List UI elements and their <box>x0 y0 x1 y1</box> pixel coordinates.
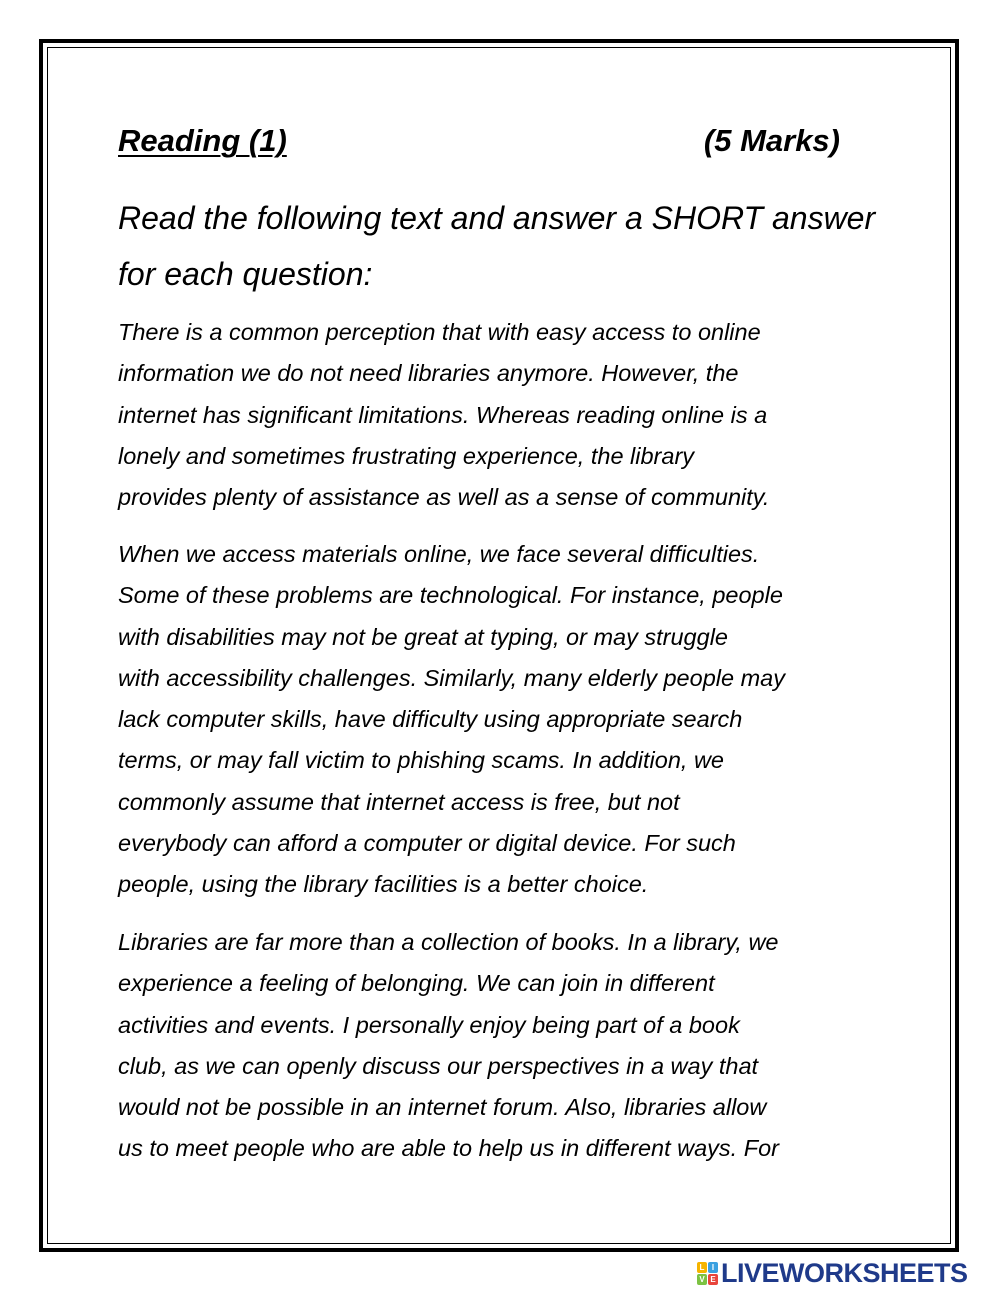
passage-paragraph-1 <box>118 312 908 518</box>
passage-paragraph-2 <box>118 534 908 906</box>
passage-line: us to meet people who are able to help us in different ways. For <box>118 1135 779 1162</box>
logo-tile: E <box>708 1274 718 1285</box>
heading-marks: (5 Marks) <box>703 123 840 158</box>
passage-line: with disabilities may not be great at typing, or may struggle <box>118 623 728 650</box>
passage-line: Libraries are far more than a collection of books. In a library, we <box>118 929 779 955</box>
heading-title: Reading (1) <box>118 123 287 158</box>
passage-line: activities and events. I personally enjoy being part of a book <box>118 1011 740 1038</box>
passage-line: lonely and sometimes frustrating experience, the library <box>118 442 695 469</box>
passage-line: with accessibility challenges. Similarly, many elderly people may <box>118 664 785 691</box>
passage-paragraph-3 <box>118 922 908 1170</box>
passage-line: Some of these problems are technological. For instance, people <box>118 582 783 609</box>
passage-line: There is a common perception that with easy access to online <box>118 319 761 345</box>
logo-tile: L <box>697 1262 707 1273</box>
instruction-text: Read the following text and answer a SHORT answer for each question: <box>118 200 876 292</box>
logo-tile: I <box>708 1262 718 1273</box>
passage-line: information we do not need libraries anymore. However, the <box>118 360 739 387</box>
passage-line: people, using the library facilities is a better choice. <box>118 871 649 898</box>
passage-line: commonly assume that internet access is free, but not <box>118 788 680 815</box>
passage-line: experience a feeling of belonging. We can join in different <box>118 970 715 997</box>
passage-line: lack computer skills, have difficulty using appropriate search <box>118 706 743 733</box>
logo-tile: V <box>697 1274 707 1285</box>
passage-line: everybody can afford a computer or digital device. For such <box>118 830 736 857</box>
passage-line: would not be possible in an internet forum. Also, libraries allow <box>118 1094 767 1121</box>
passage-line: provides plenty of assistance as well as a sense of community. <box>118 484 770 511</box>
liveworksheets-wordmark: LIVEWORKSHEETS <box>721 1257 968 1288</box>
passage-line: terms, or may fall victim to phishing scams. In addition, we <box>118 747 724 774</box>
section-heading <box>118 121 840 161</box>
passage-line: When we access materials online, we face several difficulties. <box>118 541 760 567</box>
passage-line: club, as we can openly discuss our perspectives in a way that <box>118 1052 759 1079</box>
liveworksheets-logo[interactable] <box>697 1255 968 1291</box>
passage-line: internet has significant limitations. Whereas reading online is a <box>118 401 768 428</box>
liveworksheets-icon <box>697 1262 718 1285</box>
heading-underline-gap <box>287 121 672 161</box>
